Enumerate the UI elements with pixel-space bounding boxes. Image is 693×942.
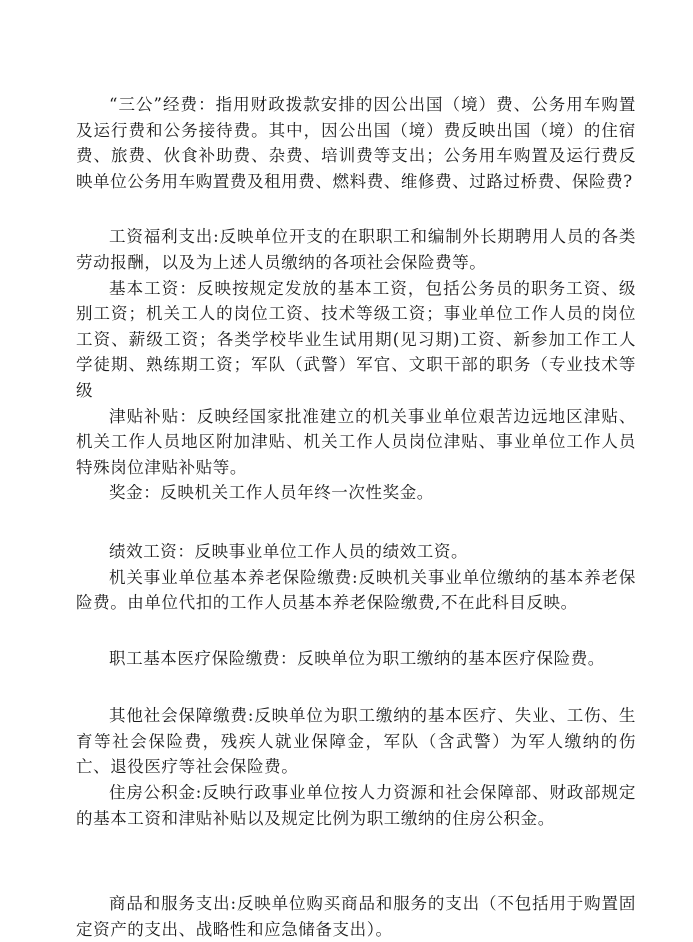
paragraph-performance-wage: 绩效工资：反映事业单位工作人员的绩效工资。 [109,541,469,561]
paragraph-wages-welfare: 工资福利支出:反映单位开支的在职职工和编制外长期聘用人员的各类劳动报酬，以及为上述人员缴纳的各项社会保险费等。 [76,227,636,272]
paragraph-three-public-expenses: “三公”经费：指用财政拨款安排的因公出国（境）费、公务用车购置及运行费和公务接待费。其中，因公出国（境）费反映出国（境）的住宿费、旅费、伙食补助费、杂费、培训费等支出；公务用车购置及运行费反映单位公务用车购置费及租用费、燃料费、维修费、过路过桥费、保险费? [76,95,636,191]
paragraph-basic-wage: 基本工资：反映按规定发放的基本工资，包括公务员的职务工资、级别工资；机关工人的岗位工资、技术等级工资；事业单位工作人员的岗位工资、薪级工资；各类学校毕业生试用期(见习期)工资、新参加工作工人学徒期、熟练期工资；军队（武警）军官、文职干部的职务（专业技术等级 [76,278,636,400]
paragraph-medical-insurance: 职工基本医疗保险缴费：反映单位为职工缴纳的基本医疗保险费。 [109,648,605,668]
paragraph-other-social-security: 其他社会保障缴费:反映单位为职工缴纳的基本医疗、失业、工伤、生育等社会保险费，残疾人就业保障金，军队（含武警）为军人缴纳的伤亡、退役医疗等社会保险费。 [76,706,636,777]
paragraph-allowances: 津贴补贴：反映经国家批准建立的机关事业单位艰苦边远地区津贴、机关工作人员地区附加津贴、机关工作人员岗位津贴、事业单位工作人员特殊岗位津贴补贴等。 [76,406,636,477]
paragraph-goods-services: 商品和服务支出:反映单位购买商品和服务的支出（不包括用于购置固定资产的支出、战略性和应急储备支出）。 [76,894,636,939]
paragraph-housing-fund: 住房公积金:反映行政事业单位按人力资源和社会保障部、财政部规定的基本工资和津贴补贴以及规定比例为职工缴纳的住房公积金。 [76,783,636,828]
document-page [76,92,636,942]
paragraph-bonus: 奖金：反映机关工作人员年终一次性奖金。 [109,483,434,503]
paragraph-pension-insurance: 机关事业单位基本养老保险缴费:反映机关事业单位缴纳的基本养老保险费。由单位代扣的工作人员基本养老保险缴费,不在此科目反映。 [76,567,636,613]
